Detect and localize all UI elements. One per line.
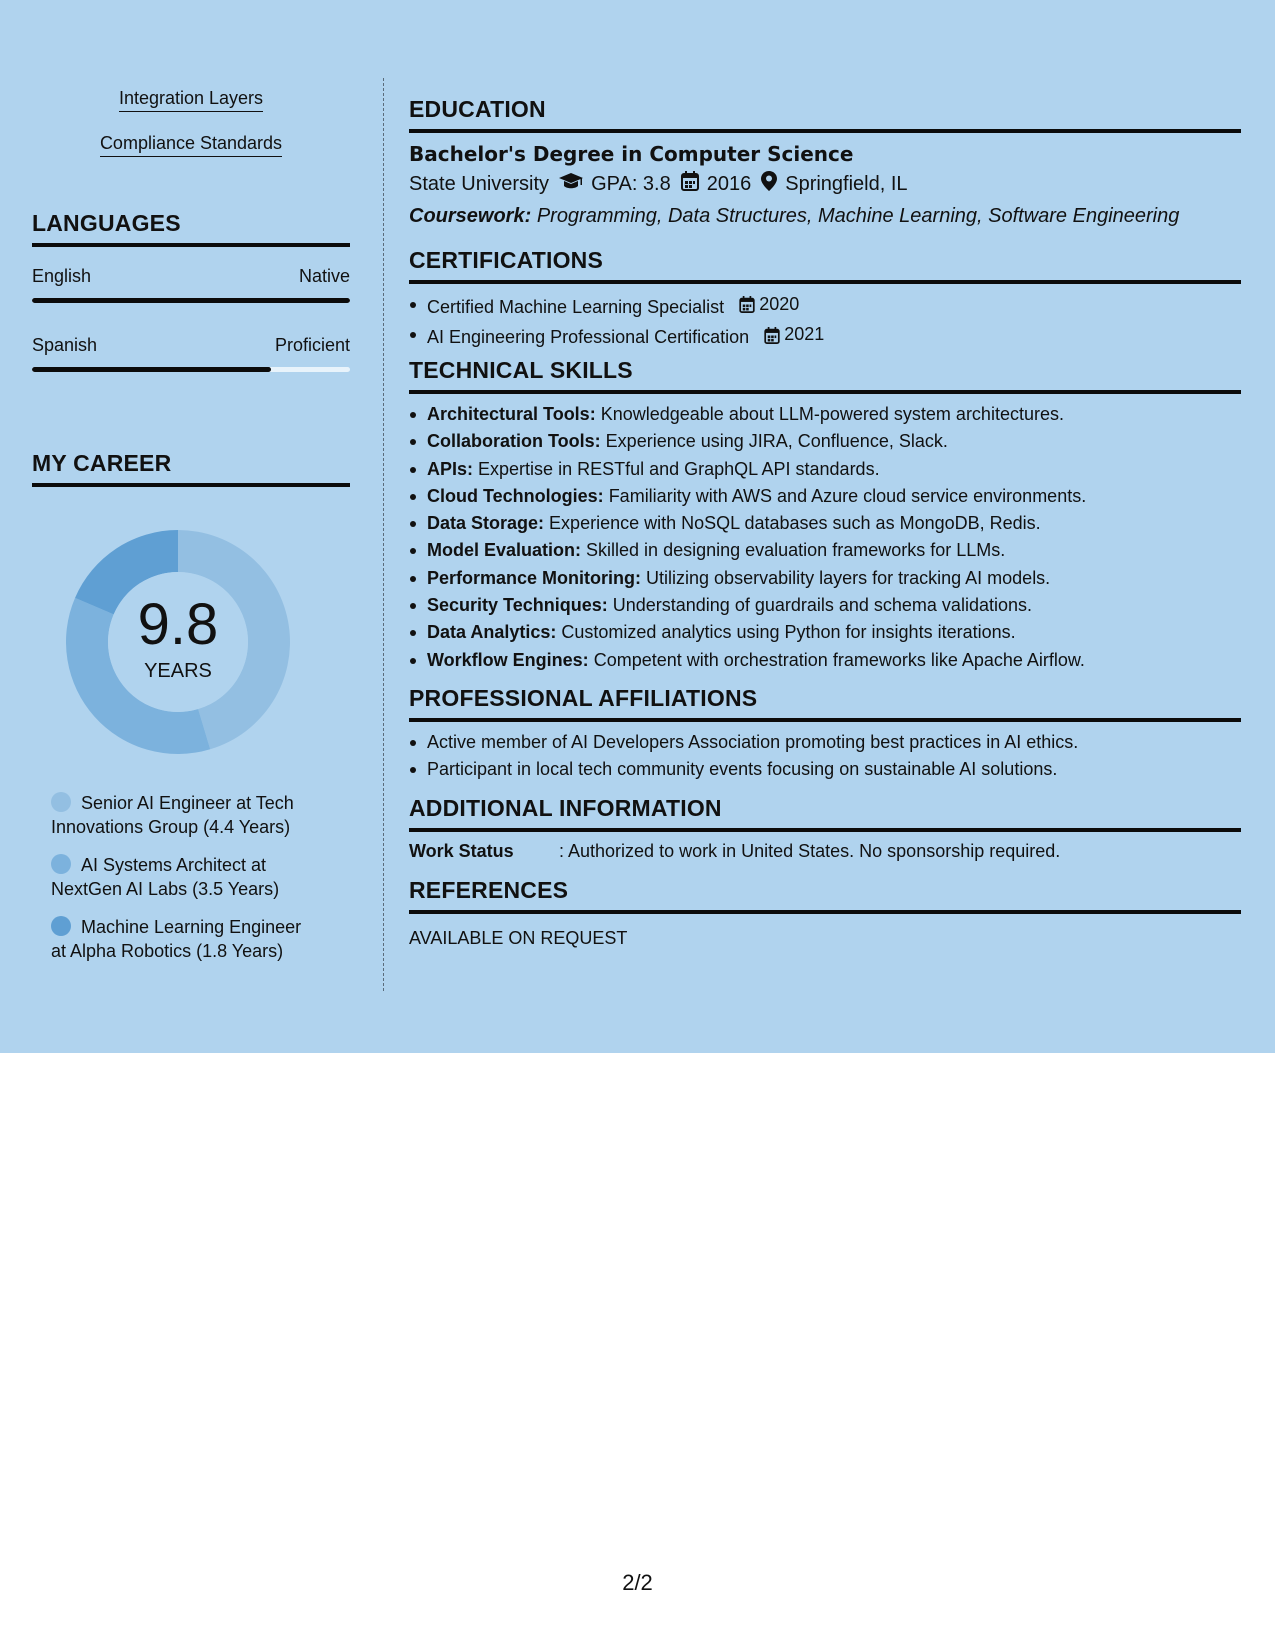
language-row-english <box>32 266 350 287</box>
technical-skills-section <box>409 357 1241 674</box>
certifications-title: CERTIFICATIONS <box>409 247 604 273</box>
education-section <box>409 96 1241 228</box>
affiliations-title: PROFESSIONAL AFFILIATIONS <box>409 685 758 711</box>
certifications-section <box>409 247 1241 352</box>
languages-section <box>32 210 350 247</box>
work-status-row <box>409 841 1241 862</box>
languages-title: LANGUAGES <box>32 210 181 236</box>
career-legend-item <box>51 915 321 963</box>
career-section <box>32 450 350 487</box>
coursework <box>409 205 1241 228</box>
certification-date: 2021 <box>764 321 824 348</box>
work-status-label: Work Status <box>409 841 514 861</box>
references-section <box>409 877 1241 949</box>
skill-label: Data Storage: <box>427 513 545 534</box>
link-compliance-standards[interactable]: Compliance Standards <box>32 133 350 154</box>
certification-date: 2020 <box>739 291 799 318</box>
legend-dot <box>51 916 71 936</box>
work-status-value: : Authorized to work in United States. No sponsorship required. <box>559 841 1061 861</box>
skill-text: Competent with orchestration frameworks like Apache Airflow. <box>593 649 1085 670</box>
additional-rule <box>409 828 1241 832</box>
map-pin-icon <box>761 171 777 197</box>
languages-rule <box>32 243 350 247</box>
skill-label: Security Techniques: <box>427 595 608 616</box>
career-title: MY CAREER <box>32 450 172 476</box>
career-rule <box>32 483 350 487</box>
career-total-unit: YEARS <box>144 659 212 682</box>
education-title: EDUCATION <box>409 96 546 122</box>
skill-item <box>409 510 1241 537</box>
skill-text: Customized analytics using Python for insights iterations. <box>561 622 1016 643</box>
gpa: GPA: 3.8 <box>591 172 671 195</box>
skill-label: Architectural Tools: <box>427 404 596 424</box>
language-fill <box>32 298 350 303</box>
skill-label: APIs: <box>427 458 474 479</box>
skill-item <box>409 537 1241 564</box>
skill-label: Collaboration Tools: <box>427 431 601 452</box>
language-level: Proficient <box>274 335 350 355</box>
education-rule <box>409 129 1241 133</box>
affiliations-section <box>409 685 1241 784</box>
skill-item <box>409 428 1241 455</box>
affiliation-item: Active member of AI Developers Association promoting best practices in AI ethics. <box>409 729 1241 756</box>
affiliations-rule <box>409 718 1241 722</box>
certification-item: AI Engineering Professional Certification 2021 <box>409 321 1241 351</box>
skill-item <box>409 401 1241 428</box>
affiliation-item: Participant in local tech community events focusing on sustainable AI solutions. <box>409 756 1241 783</box>
skill-text: Utilizing observability layers for tracking AI models. <box>646 567 1051 588</box>
language-fill <box>32 367 271 372</box>
skill-text: Knowledgeable about LLM-powered system architectures. <box>600 404 1064 424</box>
skill-label: Workflow Engines: <box>427 649 589 670</box>
skill-item <box>409 456 1241 483</box>
language-level: Native <box>298 266 350 286</box>
language-bar-spanish <box>32 367 350 372</box>
certifications-list <box>409 291 1241 352</box>
skill-text: Experience using JIRA, Confluence, Slack. <box>605 431 948 452</box>
additional-information-section <box>409 795 1241 862</box>
legend-label: AI Systems Architect at NextGen AI Labs (3.5 Years) <box>51 855 280 899</box>
legend-label: Machine Learning Engineer at Alpha Robotics (1.8 Years) <box>51 917 302 961</box>
skill-text: Understanding of guardrails and schema validations. <box>612 595 1032 616</box>
references-title: REFERENCES <box>409 877 569 903</box>
page-number: 2/2 <box>622 1570 653 1595</box>
language-row-spanish <box>32 335 350 356</box>
career-legend-item <box>51 853 321 901</box>
link-integration-layers[interactable]: Integration Layers <box>32 88 350 109</box>
language-name: English <box>32 266 92 286</box>
coursework-list: Programming, Data Structures, Machine Learning, Software Engineering <box>536 205 1180 227</box>
graduation-cap-icon <box>559 171 583 197</box>
legend-label: Senior AI Engineer at Tech Innovations Group (4.4 Years) <box>51 793 294 837</box>
skill-item <box>409 565 1241 592</box>
affiliations-list <box>409 729 1241 784</box>
language-bar-english <box>32 298 350 303</box>
skill-text: Familiarity with AWS and Azure cloud service environments. <box>608 485 1087 506</box>
skill-label: Model Evaluation: <box>427 540 582 561</box>
legend-dot <box>51 792 71 812</box>
skill-label: Data Analytics: <box>427 622 557 643</box>
school-name: State University <box>409 172 550 195</box>
references-text: AVAILABLE ON REQUEST <box>409 928 628 948</box>
calendar-icon <box>681 171 699 197</box>
certifications-rule <box>409 280 1241 284</box>
school-location: Springfield, IL <box>785 172 908 195</box>
skills-list <box>409 401 1241 674</box>
coursework-label: Coursework: <box>409 205 532 227</box>
career-total-value: 9.8 <box>137 591 219 657</box>
education-meta <box>409 171 1241 197</box>
certification-item: Certified Machine Learning Specialist 2020 <box>409 291 1241 321</box>
column-divider <box>383 78 384 991</box>
skill-text: Experience with NoSQL databases such as MongoDB, Redis. <box>549 513 1041 534</box>
skill-item <box>409 483 1241 510</box>
donut-center <box>66 530 290 754</box>
career-legend-item <box>51 791 321 839</box>
graduation-year: 2016 <box>706 172 752 195</box>
references-rule <box>409 910 1241 914</box>
language-name: Spanish <box>32 335 98 355</box>
skills-title: TECHNICAL SKILLS <box>409 357 633 383</box>
calendar-icon <box>764 327 780 344</box>
skills-rule <box>409 390 1241 394</box>
calendar-icon <box>739 296 755 313</box>
skill-label: Cloud Technologies: <box>427 485 604 506</box>
degree-title: Bachelor's Degree in Computer Science <box>409 142 854 166</box>
skill-item <box>409 647 1241 674</box>
career-donut-chart <box>66 530 290 754</box>
legend-dot <box>51 854 71 874</box>
skill-item <box>409 592 1241 619</box>
skill-item <box>409 619 1241 646</box>
skill-text: Expertise in RESTful and GraphQL API standards. <box>478 458 880 479</box>
skill-label: Performance Monitoring: <box>427 567 642 588</box>
skill-text: Skilled in designing evaluation frameworks for LLMs. <box>586 540 1006 561</box>
additional-title: ADDITIONAL INFORMATION <box>409 795 722 821</box>
